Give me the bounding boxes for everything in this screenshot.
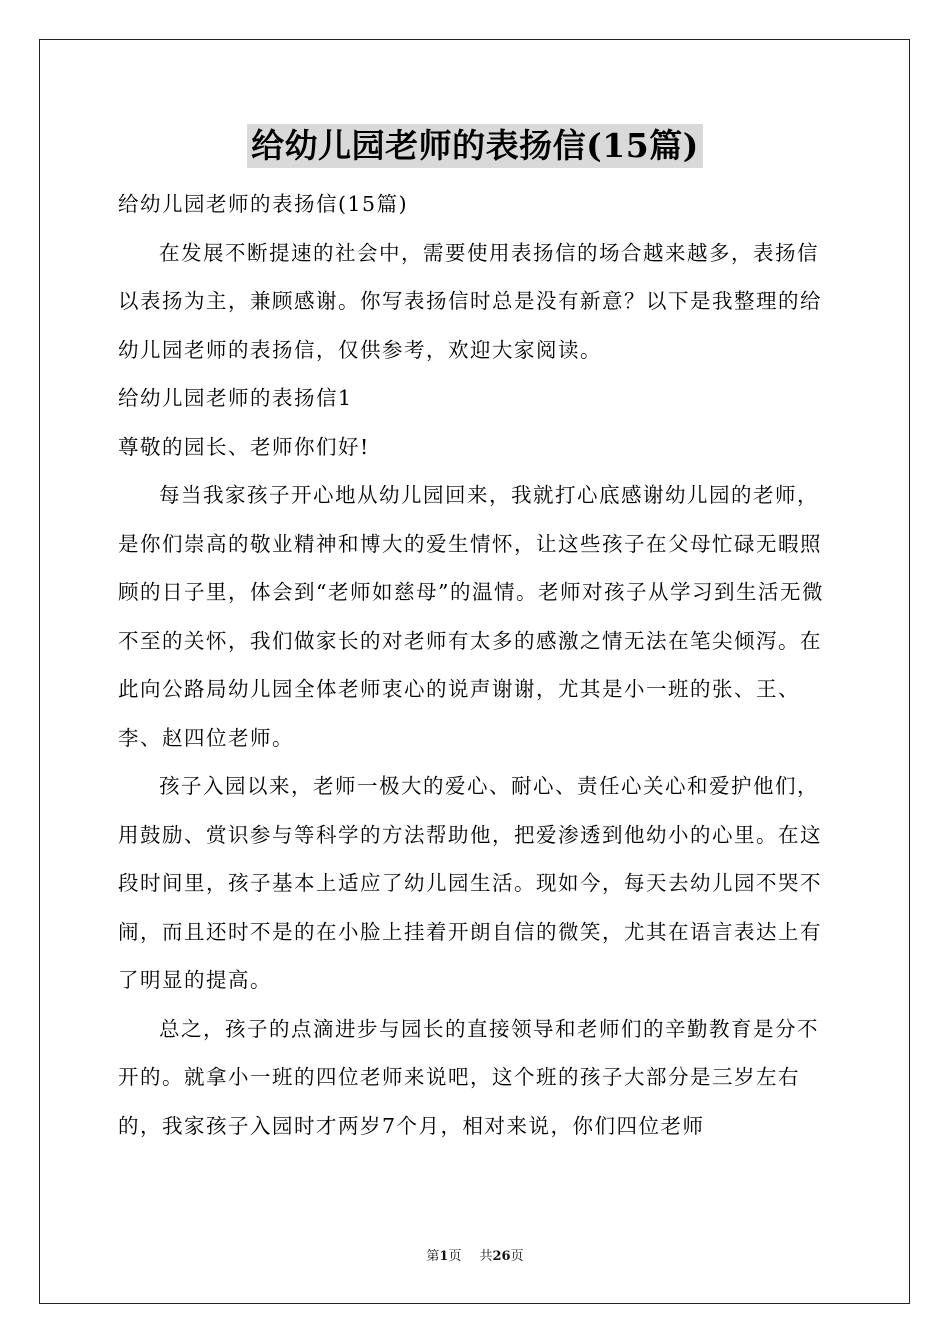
page-unit: 页	[448, 1249, 462, 1264]
paragraph: 给幼儿园老师的表扬信1	[118, 386, 353, 410]
total-unit: 页	[510, 1249, 524, 1264]
total-prefix: 共	[479, 1249, 493, 1264]
document-title: 给幼儿园老师的表扬信(15篇)	[247, 124, 703, 168]
paragraph: 在发展不断提速的社会中，需要使用表扬信的场合越来越多，表扬信以表扬为主，兼顾感谢。你写表扬信时总是没有新意？以下是我整理的给幼儿园老师的表扬信，仅供参考，欢迎大家阅读。	[118, 240, 822, 362]
paragraph: 每当我家孩子开心地从幼儿园回来，我就打心底感谢幼儿园的老师，是你们崇高的敬业精神和博大的爱生情怀，让这些孩子在父母忙碌无暇照顾的日子里，体会到“老师如慈母”的温情。老师对孩子从学习到生活无微不至的关怀，我们做家长的对老师有太多的感激之情无法在笔尖倾泻。在此向公路局幼儿园全体老师衷心的说声谢谢，尤其是小一班的张、王、李、赵四位老师。	[118, 483, 824, 750]
paragraph: 总之，孩子的点滴进步与园长的直接领导和老师们的辛勤教育是分不开的。就拿小一班的四位老师来说吧，这个班的孩子大部分是三岁左右的，我家孩子入园时才两岁7个月，相对来说，你们四位老师	[118, 1016, 819, 1138]
paragraph: 尊敬的园长、老师你们好!	[118, 434, 370, 459]
paragraph: 孩子入园以来，老师一极大的爱心、耐心、责任心关心和爱护他们，用鼓励、赏识参与等科学的方法帮助他，把爱渗透到他幼小的心里。在这段时间里，孩子基本上适应了幼儿园生活。现如今，每天去幼儿园不哭不闹，而且还时不是的在小脸上挂着开朗自信的微笑，尤其在语言表达上有了明显的提高。	[118, 774, 822, 992]
document-body	[118, 180, 838, 1150]
page-current: 1	[439, 1249, 449, 1264]
title-container	[0, 124, 950, 168]
paragraph: 给幼儿园老师的表扬信(15篇)	[118, 192, 409, 216]
page-footer	[0, 1248, 950, 1266]
page-total: 26	[492, 1249, 511, 1264]
page-prefix: 第	[426, 1249, 440, 1264]
